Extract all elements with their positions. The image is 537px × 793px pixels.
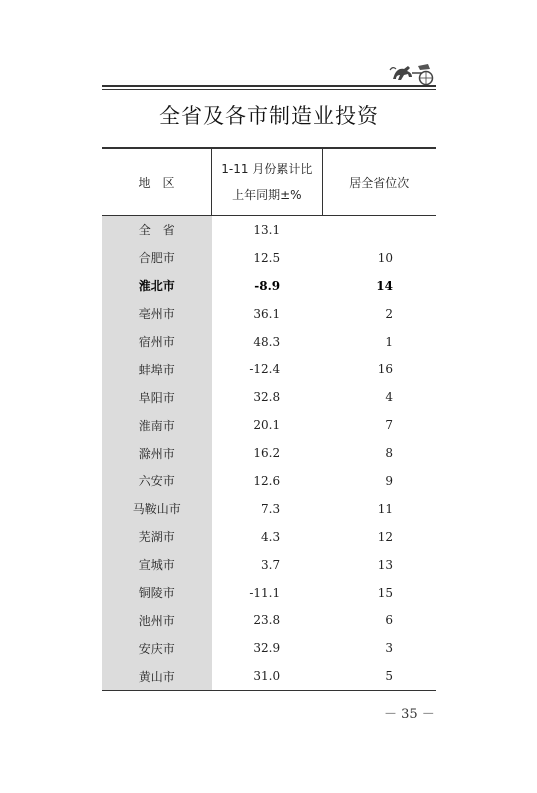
table-row bbox=[102, 355, 436, 383]
growth-value: 32.9 bbox=[253, 641, 281, 656]
rank-value: 6 bbox=[385, 613, 393, 628]
table-row bbox=[102, 662, 436, 690]
header-rank: 居全省位次 bbox=[322, 148, 436, 216]
table-row bbox=[102, 439, 436, 467]
growth-value: 12.6 bbox=[253, 473, 281, 488]
rank-value: 13 bbox=[377, 557, 393, 572]
header-rule-thin bbox=[102, 89, 436, 90]
table-header-row bbox=[102, 148, 436, 216]
rank-value: 4 bbox=[385, 390, 393, 405]
header-growth-line2: 上年同期±% bbox=[232, 188, 302, 202]
growth-value: 36.1 bbox=[253, 306, 281, 321]
growth-value: 23.8 bbox=[253, 613, 281, 628]
table-row bbox=[102, 606, 436, 634]
page-title: 全省及各市制造业投资 bbox=[159, 104, 379, 128]
table-row bbox=[102, 634, 436, 662]
rank-value: 3 bbox=[385, 641, 393, 656]
table-row bbox=[102, 523, 436, 551]
table-row bbox=[102, 328, 436, 356]
growth-value: 20.1 bbox=[253, 418, 281, 433]
table-row bbox=[102, 383, 436, 411]
table-row bbox=[102, 495, 436, 523]
rank-value: 11 bbox=[377, 501, 393, 516]
rank-value: 9 bbox=[385, 473, 393, 488]
region-name: 阜阳市 bbox=[102, 383, 212, 411]
rank-value: 7 bbox=[385, 418, 393, 433]
rank-value: 12 bbox=[377, 529, 393, 544]
rank-value: 1 bbox=[385, 334, 393, 349]
table-row-highlighted bbox=[102, 272, 436, 300]
table-row bbox=[102, 216, 436, 244]
growth-value: -12.4 bbox=[249, 362, 281, 377]
table-row bbox=[102, 467, 436, 495]
table-row bbox=[102, 411, 436, 439]
growth-value: 4.3 bbox=[261, 529, 281, 544]
rank-value: 16 bbox=[377, 362, 393, 377]
rank-value: 2 bbox=[385, 306, 393, 321]
region-name: 全 省 bbox=[102, 216, 212, 244]
growth-value: 7.3 bbox=[261, 501, 281, 516]
growth-value: 32.8 bbox=[253, 390, 281, 405]
region-name: 池州市 bbox=[102, 606, 212, 634]
table-row bbox=[102, 300, 436, 328]
growth-value: 13.1 bbox=[253, 222, 281, 237]
rank-value: 10 bbox=[377, 250, 393, 265]
growth-value: 16.2 bbox=[253, 446, 281, 461]
region-name: 合肥市 bbox=[102, 244, 212, 272]
rank-value bbox=[322, 216, 436, 244]
rank-value: 15 bbox=[377, 585, 393, 600]
investment-table bbox=[102, 147, 436, 691]
growth-value: 48.3 bbox=[253, 334, 281, 349]
growth-value: 12.5 bbox=[253, 250, 281, 265]
growth-value: -8.9 bbox=[254, 278, 281, 293]
region-name: 滁州市 bbox=[102, 439, 212, 467]
region-name: 淮南市 bbox=[102, 411, 212, 439]
growth-value: -11.1 bbox=[249, 585, 281, 600]
region-name: 亳州市 bbox=[102, 300, 212, 328]
region-name: 淮北市 bbox=[102, 272, 212, 300]
region-name: 黄山市 bbox=[102, 662, 212, 690]
region-name: 铜陵市 bbox=[102, 579, 212, 607]
rank-value: 5 bbox=[322, 662, 436, 690]
header-region: 地 区 bbox=[102, 148, 212, 216]
region-name: 宣城市 bbox=[102, 551, 212, 579]
region-name: 芜湖市 bbox=[102, 523, 212, 551]
region-name: 宿州市 bbox=[102, 328, 212, 356]
region-name: 六安市 bbox=[102, 467, 212, 495]
region-name: 安庆市 bbox=[102, 634, 212, 662]
growth-value: 3.7 bbox=[261, 557, 281, 572]
region-name: 蚌埠市 bbox=[102, 355, 212, 383]
table-row bbox=[102, 551, 436, 579]
table-row bbox=[102, 244, 436, 272]
rank-value: 14 bbox=[376, 278, 393, 293]
rank-value: 8 bbox=[385, 446, 393, 461]
header-rule bbox=[102, 85, 436, 87]
region-name: 马鞍山市 bbox=[102, 495, 212, 523]
header-growth-line1: 1-11 月份累计比 bbox=[221, 162, 313, 176]
page-number: － 35 － bbox=[384, 707, 435, 722]
table-row bbox=[102, 579, 436, 607]
header-growth bbox=[212, 148, 323, 216]
growth-value: 31.0 bbox=[212, 662, 323, 690]
horse-carriage-logo bbox=[388, 56, 436, 86]
